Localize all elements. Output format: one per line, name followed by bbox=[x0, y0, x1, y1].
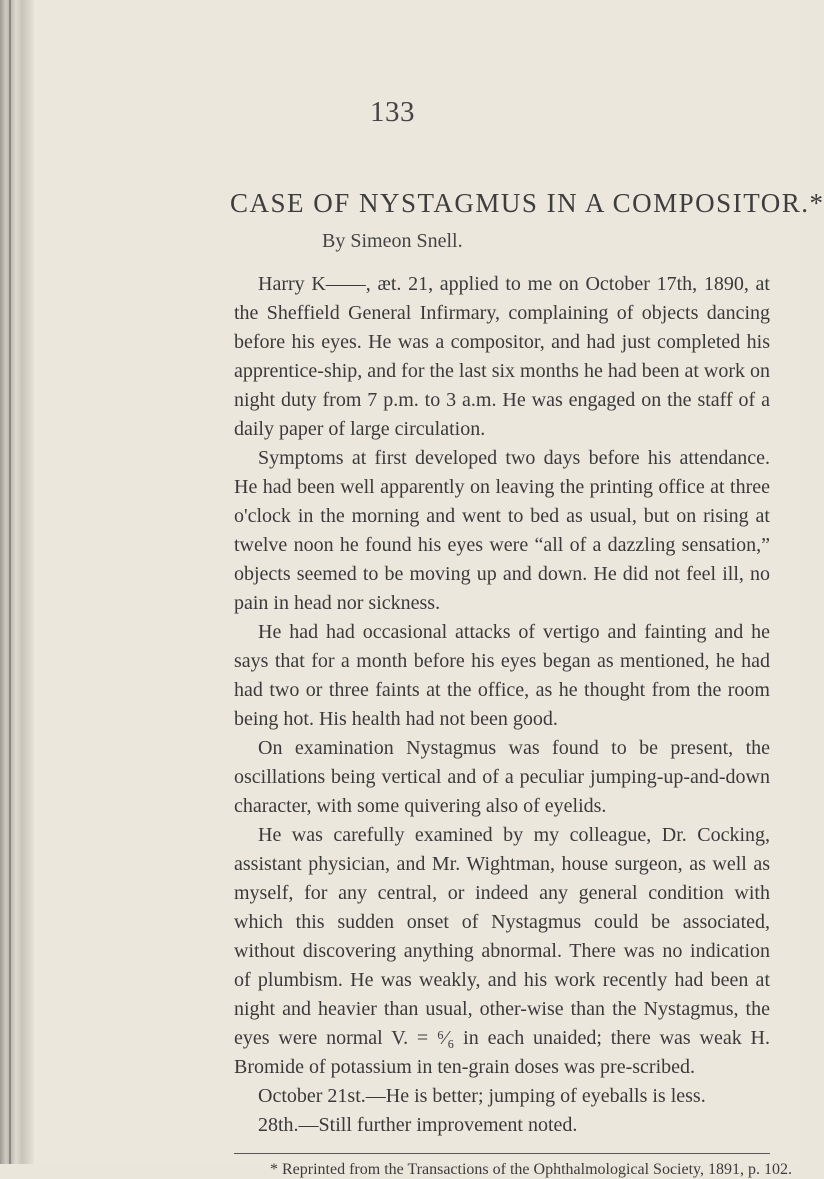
paragraph-examination: On examination Nystagmus was found to be present, the oscillations being vertical and of a peculiar jumping-up-and-down character, with some quivering also of eyelids. bbox=[234, 737, 770, 817]
author-byline: By Simeon Snell. bbox=[322, 230, 463, 252]
paragraph-symptoms: Symptoms at first developed two days before his attendance. He had been well apparently on leaving the printing office at three o'clock in the morning and went to bed as usual, but on rising at twelve noon he found his eyes were “all of a dazzling sensation,” objects seemed to be moving up and down. He did not feel ill, no pain in head nor sickness. bbox=[234, 447, 770, 614]
page-number: 133 bbox=[370, 96, 415, 128]
article-title: CASE OF NYSTAGMUS IN A COMPOSITOR.* bbox=[230, 188, 824, 218]
footnote: * Reprinted from the Transactions of the Ophthalmological Society, 1891, p. 102. bbox=[270, 1161, 792, 1178]
article-body bbox=[234, 270, 770, 1140]
paragraph-october-21: October 21st.—He is better; jumping of eyeballs is less. bbox=[258, 1085, 706, 1107]
paragraph-28th: 28th.—Still further improvement noted. bbox=[258, 1114, 578, 1136]
paragraph-case-history: Harry K——, æt. 21, applied to me on October 17th, 1890, at the Sheffield General Infirmary, complaining of objects dancing before his eyes. He was a compositor, and had just completed his apprentice-ship, and for the last six months he had been at work on night duty from 7 p.m. to 3 a.m. He was engaged on the staff of a daily paper of large circulation. bbox=[234, 273, 770, 440]
footnote-divider bbox=[234, 1153, 770, 1154]
book-spine-shadow bbox=[0, 0, 34, 1164]
paragraph-colleague-examination: He was carefully examined by my colleague, Dr. Cocking, assistant physician, and Mr. Wightman, house surgeon, as well as myself, for any central, or indeed any general condition with which this sudden onset of Nystagmus could be associated, without discovering anything abnormal. There was no indication of plumbism. He was weakly, and his work recently had been at night and heavier than usual, other-wise than the Nystagmus, the eyes were normal V. = ⁶⁄₆ in each unaided; there was weak H. Bromide of potassium in ten-grain doses was pre-scribed. bbox=[234, 824, 770, 1078]
paragraph-attacks: He had had occasional attacks of vertigo and fainting and he says that for a month before his eyes began as mentioned, he had had two or three faints at the office, as he thought from the room being hot. His health had not been good. bbox=[234, 621, 770, 730]
